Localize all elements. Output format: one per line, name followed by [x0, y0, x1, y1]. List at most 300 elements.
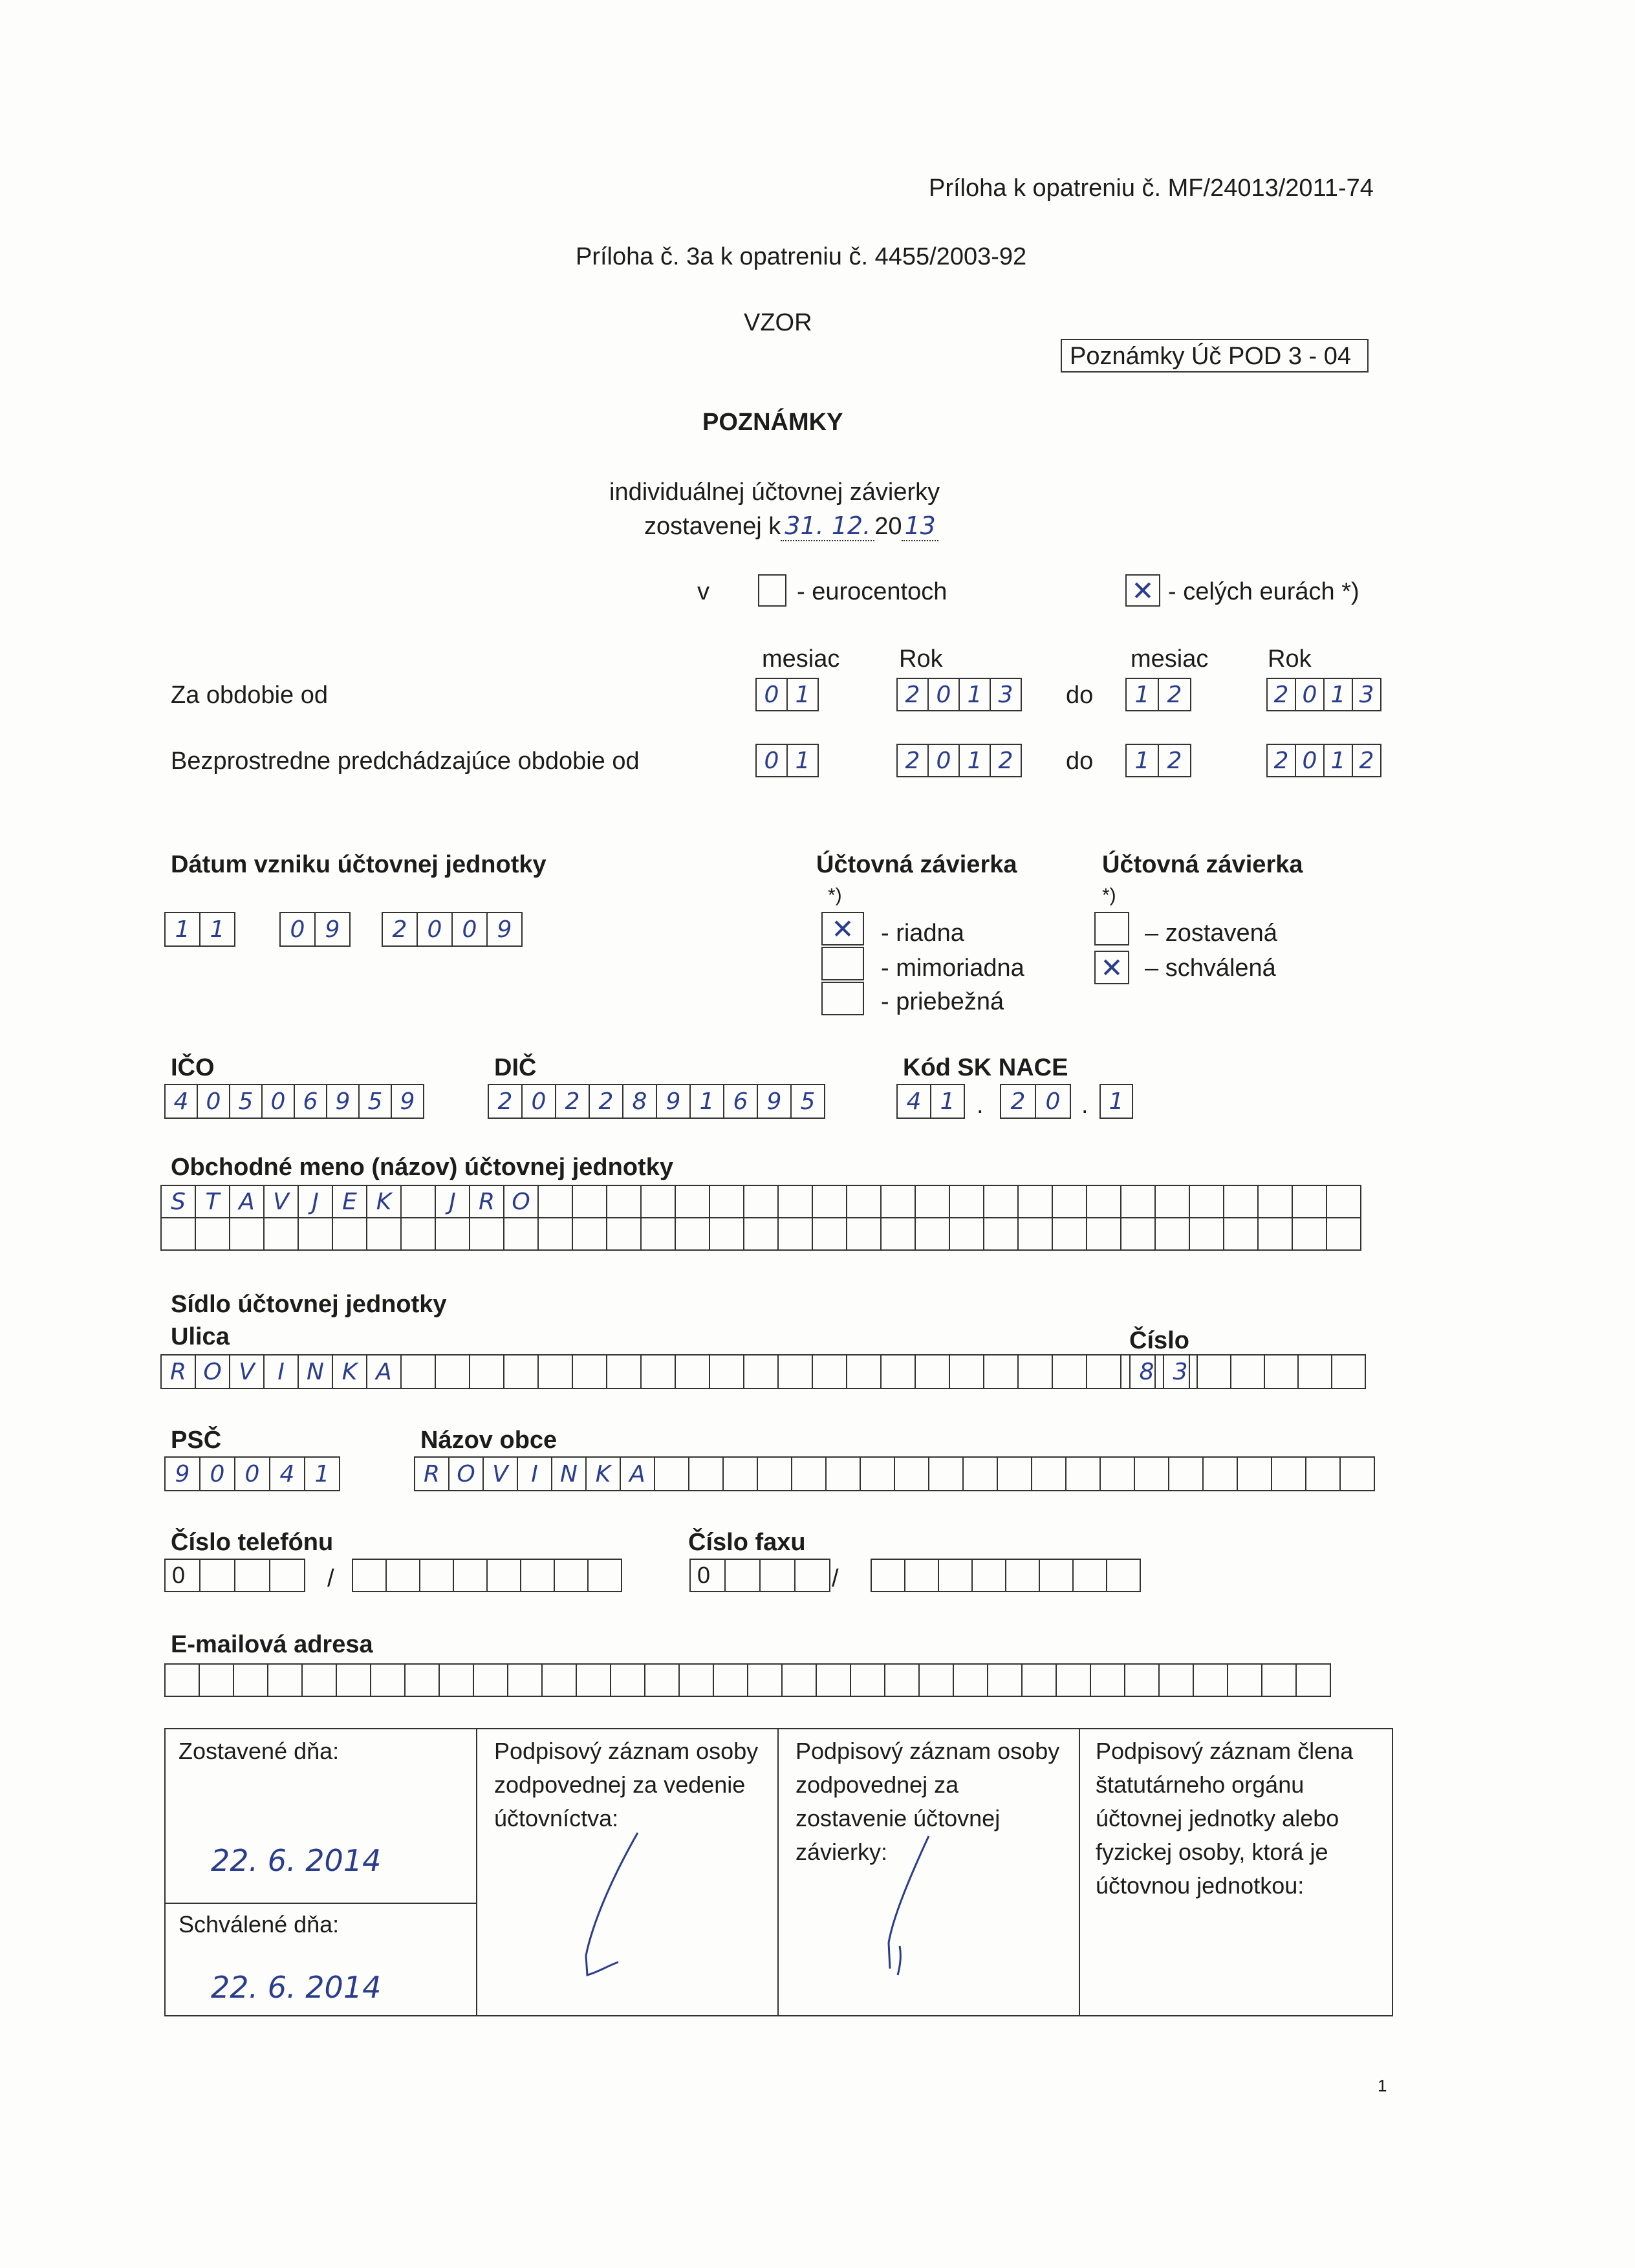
- cell[interactable]: [503, 1217, 539, 1251]
- cell[interactable]: [949, 1217, 984, 1251]
- cell[interactable]: [435, 1217, 470, 1251]
- cell[interactable]: [640, 1217, 676, 1251]
- cell[interactable]: [1072, 1559, 1107, 1592]
- cell[interactable]: 9: [486, 912, 523, 947]
- cell[interactable]: [850, 1663, 885, 1697]
- cell[interactable]: [777, 1217, 813, 1251]
- cell[interactable]: [400, 1185, 436, 1218]
- cell[interactable]: 0: [1035, 1084, 1071, 1119]
- cell[interactable]: 1: [786, 678, 819, 711]
- cell[interactable]: [1120, 1185, 1156, 1218]
- cell[interactable]: [195, 1217, 230, 1251]
- cell[interactable]: 6: [723, 1084, 758, 1119]
- cell[interactable]: [541, 1663, 577, 1697]
- cell[interactable]: [1189, 1217, 1224, 1251]
- cell[interactable]: J: [298, 1185, 333, 1218]
- col-month-label-2: mesiac: [1131, 645, 1209, 673]
- cell[interactable]: [1154, 1185, 1190, 1218]
- cell[interactable]: 1: [1125, 678, 1159, 711]
- previous-from-year[interactable]: [896, 744, 1022, 777]
- cell[interactable]: 1: [1099, 1084, 1133, 1119]
- cell[interactable]: I: [517, 1456, 552, 1491]
- cell[interactable]: 5: [229, 1084, 263, 1119]
- eurocents-checkbox[interactable]: [758, 574, 786, 607]
- cell[interactable]: 0: [755, 744, 788, 777]
- cell[interactable]: [1017, 1217, 1053, 1251]
- cell[interactable]: [860, 1456, 895, 1491]
- cell[interactable]: [1106, 1559, 1141, 1592]
- cell[interactable]: [904, 1559, 939, 1592]
- cell[interactable]: 2: [1158, 744, 1191, 777]
- cell[interactable]: [267, 1663, 303, 1697]
- cell[interactable]: [537, 1217, 573, 1251]
- cell[interactable]: [1158, 1663, 1194, 1697]
- seat-label: Sídlo účtovnej jednotky: [171, 1291, 447, 1318]
- cell[interactable]: T: [195, 1185, 230, 1218]
- cell[interactable]: [880, 1185, 916, 1218]
- current-to-month[interactable]: [1125, 678, 1191, 711]
- cell[interactable]: 3: [1163, 1354, 1198, 1389]
- cell[interactable]: [587, 1559, 622, 1592]
- cell[interactable]: 9: [326, 1084, 360, 1119]
- cell[interactable]: [352, 1559, 387, 1592]
- col-month-label: mesiac: [762, 645, 840, 673]
- founding-day[interactable]: [164, 912, 235, 947]
- cell[interactable]: [1086, 1217, 1121, 1251]
- cell[interactable]: [987, 1663, 1023, 1697]
- phone-prefix-field[interactable]: [164, 1559, 305, 1592]
- cell[interactable]: [606, 1185, 642, 1218]
- cell[interactable]: [678, 1663, 714, 1697]
- nace-part-b[interactable]: [1000, 1084, 1071, 1119]
- cell[interactable]: [1086, 1354, 1121, 1389]
- nace-part-c[interactable]: [1099, 1084, 1133, 1119]
- cell[interactable]: [298, 1217, 333, 1251]
- company-name-row1[interactable]: [160, 1185, 1361, 1218]
- cell[interactable]: 9: [164, 1456, 200, 1491]
- cell[interactable]: A: [620, 1456, 655, 1491]
- cell[interactable]: 3: [990, 678, 1022, 711]
- cell[interactable]: [606, 1217, 642, 1251]
- previous-to-month[interactable]: [1125, 744, 1191, 777]
- current-to-year[interactable]: [1266, 678, 1381, 711]
- cell[interactable]: 2: [488, 1084, 523, 1119]
- previous-from-month[interactable]: [755, 744, 819, 777]
- cell[interactable]: [1326, 1185, 1361, 1218]
- cell[interactable]: [507, 1663, 543, 1697]
- cell[interactable]: 0: [451, 912, 488, 947]
- cell[interactable]: [675, 1354, 710, 1389]
- cell[interactable]: O: [503, 1185, 539, 1218]
- nace-part-a[interactable]: [896, 1084, 965, 1119]
- cell[interactable]: [846, 1354, 882, 1389]
- cell[interactable]: 2: [1000, 1084, 1036, 1119]
- cell[interactable]: [1099, 1456, 1135, 1491]
- cell[interactable]: [400, 1354, 436, 1389]
- cell[interactable]: [1052, 1354, 1087, 1389]
- cell[interactable]: [846, 1185, 882, 1218]
- cell[interactable]: K: [366, 1185, 402, 1218]
- cell[interactable]: 1: [1125, 744, 1159, 777]
- cell[interactable]: [366, 1217, 402, 1251]
- cell[interactable]: 8: [1129, 1354, 1164, 1389]
- cell[interactable]: [1292, 1217, 1327, 1251]
- cell[interactable]: [675, 1217, 710, 1251]
- cell[interactable]: N: [298, 1354, 333, 1389]
- current-from-year[interactable]: [896, 678, 1022, 711]
- cell[interactable]: [949, 1185, 984, 1218]
- cell[interactable]: 0: [234, 1456, 270, 1491]
- company-name-row2[interactable]: [160, 1217, 1361, 1251]
- cell[interactable]: [915, 1185, 950, 1218]
- cell[interactable]: K: [332, 1354, 367, 1389]
- cell[interactable]: [938, 1559, 973, 1592]
- cell[interactable]: [812, 1185, 847, 1218]
- cell[interactable]: 0: [279, 912, 316, 947]
- cell[interactable]: [234, 1559, 270, 1592]
- fax-slash: /: [832, 1565, 839, 1592]
- cell[interactable]: [777, 1185, 813, 1218]
- current-period-label: Za obdobie od: [171, 682, 328, 709]
- cell[interactable]: [743, 1354, 779, 1389]
- cell[interactable]: [1090, 1663, 1125, 1697]
- cell[interactable]: [949, 1354, 984, 1389]
- signature-table: [164, 1728, 1393, 2016]
- cell[interactable]: [229, 1217, 265, 1251]
- cell[interactable]: O: [448, 1456, 484, 1491]
- cell[interactable]: [520, 1559, 555, 1592]
- cell[interactable]: [1193, 1663, 1228, 1697]
- cell[interactable]: [781, 1663, 817, 1697]
- cell[interactable]: [404, 1663, 440, 1697]
- cell[interactable]: 0: [927, 744, 960, 777]
- psc-label: PSČ: [171, 1427, 222, 1454]
- cell[interactable]: [640, 1185, 676, 1218]
- schvalena-checkbox[interactable]: ✕: [1094, 951, 1129, 984]
- cell[interactable]: [1271, 1456, 1306, 1491]
- psc-field[interactable]: [164, 1456, 340, 1491]
- cell[interactable]: [871, 1559, 905, 1592]
- number-field[interactable]: [1129, 1354, 1366, 1389]
- cell[interactable]: [576, 1663, 611, 1697]
- cell[interactable]: [880, 1354, 916, 1389]
- cell[interactable]: [709, 1217, 744, 1251]
- cell[interactable]: 0: [164, 1559, 200, 1592]
- cell[interactable]: [1202, 1456, 1238, 1491]
- cell[interactable]: [1005, 1559, 1040, 1592]
- cell[interactable]: 4: [164, 1084, 198, 1119]
- cell[interactable]: R: [469, 1185, 504, 1218]
- cell[interactable]: [816, 1663, 851, 1697]
- cell[interactable]: [709, 1354, 744, 1389]
- cell[interactable]: [610, 1663, 645, 1697]
- cell[interactable]: I: [263, 1354, 299, 1389]
- founding-year[interactable]: [382, 912, 523, 947]
- cell[interactable]: 1: [786, 744, 819, 777]
- zostavena-checkbox[interactable]: [1094, 912, 1129, 945]
- cell[interactable]: [439, 1663, 474, 1697]
- cell[interactable]: [812, 1217, 847, 1251]
- cell[interactable]: 1: [1323, 678, 1353, 711]
- dic-field[interactable]: [488, 1084, 825, 1119]
- cell[interactable]: 6: [294, 1084, 327, 1119]
- nace-label: Kód SK NACE: [903, 1054, 1068, 1081]
- cell[interactable]: [1065, 1456, 1101, 1491]
- cell[interactable]: 0: [1295, 678, 1325, 711]
- cell[interactable]: [1052, 1185, 1087, 1218]
- cell[interactable]: [572, 1354, 607, 1389]
- cell[interactable]: [606, 1354, 642, 1389]
- cell[interactable]: 9: [314, 912, 351, 947]
- cell[interactable]: [962, 1456, 998, 1491]
- cell[interactable]: 2: [555, 1084, 590, 1119]
- mimoriadna-checkbox[interactable]: [821, 947, 864, 980]
- cell[interactable]: [757, 1456, 792, 1491]
- cell[interactable]: [486, 1559, 521, 1592]
- col-year-label-2: Rok: [1268, 645, 1312, 673]
- subtitle-line1: individuálnej účtovnej závierky: [609, 479, 940, 506]
- cell[interactable]: 0: [417, 912, 453, 947]
- cell[interactable]: [1223, 1185, 1259, 1218]
- cell[interactable]: [1264, 1354, 1299, 1389]
- cell[interactable]: [1227, 1663, 1262, 1697]
- cell[interactable]: [537, 1354, 573, 1389]
- cell[interactable]: 5: [358, 1084, 392, 1119]
- cell[interactable]: N: [551, 1456, 587, 1491]
- ico-field[interactable]: [164, 1084, 424, 1119]
- cell[interactable]: [1339, 1456, 1375, 1491]
- cell[interactable]: [983, 1185, 1019, 1218]
- cell[interactable]: 0: [1295, 744, 1325, 777]
- cell[interactable]: 2: [1352, 744, 1381, 777]
- cell[interactable]: 0: [197, 1084, 230, 1119]
- cell[interactable]: [1154, 1217, 1190, 1251]
- cell[interactable]: [1039, 1559, 1074, 1592]
- city-field[interactable]: [414, 1456, 1375, 1491]
- cell[interactable]: [1196, 1354, 1231, 1389]
- cell[interactable]: [263, 1217, 299, 1251]
- cell[interactable]: 2: [1266, 744, 1296, 777]
- cell[interactable]: [724, 1559, 761, 1592]
- fax-prefix-field[interactable]: [689, 1559, 830, 1592]
- cell[interactable]: [1223, 1217, 1259, 1251]
- cell[interactable]: [884, 1663, 920, 1697]
- cell[interactable]: [233, 1663, 268, 1697]
- cell[interactable]: 2: [1266, 678, 1296, 711]
- cell[interactable]: [1292, 1185, 1327, 1218]
- cell[interactable]: 1: [1323, 744, 1353, 777]
- cell[interactable]: 2: [990, 744, 1022, 777]
- cell[interactable]: 4: [896, 1084, 931, 1119]
- email-field[interactable]: [164, 1663, 1331, 1697]
- cell[interactable]: [385, 1559, 420, 1592]
- cell[interactable]: [469, 1354, 504, 1389]
- cell[interactable]: [469, 1217, 504, 1251]
- cell[interactable]: 0: [261, 1084, 295, 1119]
- street-field[interactable]: [160, 1354, 1190, 1389]
- priebezna-checkbox[interactable]: [821, 982, 864, 1015]
- cell[interactable]: [644, 1663, 680, 1697]
- cell[interactable]: 1: [689, 1084, 724, 1119]
- cell[interactable]: [709, 1185, 744, 1218]
- cell[interactable]: [915, 1217, 950, 1251]
- cell[interactable]: [199, 1663, 234, 1697]
- cell[interactable]: 8: [622, 1084, 657, 1119]
- cell[interactable]: [160, 1217, 196, 1251]
- cell[interactable]: V: [263, 1185, 299, 1218]
- cell[interactable]: 5: [790, 1084, 825, 1119]
- cell[interactable]: [473, 1663, 508, 1697]
- cell[interactable]: 2: [1158, 678, 1191, 711]
- cell[interactable]: K: [585, 1456, 621, 1491]
- cell[interactable]: [572, 1185, 607, 1218]
- cell[interactable]: 1: [164, 912, 200, 947]
- cell[interactable]: [675, 1185, 710, 1218]
- cell[interactable]: [1134, 1456, 1169, 1491]
- cell[interactable]: [915, 1354, 950, 1389]
- cell[interactable]: [928, 1456, 964, 1491]
- cell[interactable]: [269, 1559, 305, 1592]
- cell[interactable]: [1189, 1185, 1224, 1218]
- cell[interactable]: [983, 1217, 1019, 1251]
- cell[interactable]: [791, 1456, 827, 1491]
- cell[interactable]: [983, 1354, 1019, 1389]
- cell[interactable]: [1056, 1663, 1091, 1697]
- phone-number-field[interactable]: [352, 1559, 622, 1592]
- cell[interactable]: 3: [1352, 678, 1381, 711]
- cell[interactable]: 0: [927, 678, 960, 711]
- fax-number-field[interactable]: [871, 1559, 1141, 1592]
- cell[interactable]: [759, 1559, 796, 1592]
- cell[interactable]: [199, 1559, 235, 1592]
- cell[interactable]: [880, 1217, 916, 1251]
- cell[interactable]: [1257, 1217, 1293, 1251]
- closing-type-label: Účtovná závierka: [816, 851, 1017, 878]
- cell[interactable]: 1: [958, 678, 991, 711]
- cell[interactable]: [1230, 1354, 1265, 1389]
- cell[interactable]: [640, 1354, 676, 1389]
- cell[interactable]: [688, 1456, 724, 1491]
- cell[interactable]: [336, 1663, 371, 1697]
- cell[interactable]: [164, 1663, 200, 1697]
- cell[interactable]: [503, 1354, 539, 1389]
- cell[interactable]: [654, 1456, 689, 1491]
- cell[interactable]: [713, 1663, 748, 1697]
- cell[interactable]: 1: [958, 744, 991, 777]
- cell[interactable]: [537, 1185, 573, 1218]
- cell[interactable]: S: [160, 1185, 196, 1218]
- cell[interactable]: [1295, 1663, 1331, 1697]
- cell[interactable]: [825, 1456, 861, 1491]
- cell[interactable]: [846, 1217, 882, 1251]
- current-from-month[interactable]: [755, 678, 819, 711]
- cell[interactable]: A: [366, 1354, 402, 1389]
- cell[interactable]: [1257, 1185, 1293, 1218]
- cell[interactable]: 1: [199, 912, 235, 947]
- cell[interactable]: [400, 1217, 436, 1251]
- cell[interactable]: [743, 1185, 779, 1218]
- cell[interactable]: 1: [304, 1456, 340, 1491]
- cell[interactable]: [777, 1354, 813, 1389]
- cell[interactable]: [1052, 1217, 1087, 1251]
- cell[interactable]: R: [160, 1354, 196, 1389]
- cell[interactable]: [1120, 1217, 1156, 1251]
- cell[interactable]: 9: [656, 1084, 691, 1119]
- cell[interactable]: [1261, 1663, 1297, 1697]
- cell[interactable]: [1017, 1185, 1053, 1218]
- cell[interactable]: A: [229, 1185, 265, 1218]
- cell[interactable]: V: [482, 1456, 518, 1491]
- cell[interactable]: [1168, 1456, 1204, 1491]
- cell[interactable]: [453, 1559, 488, 1592]
- form-code-box: [1061, 339, 1369, 373]
- previous-to-year[interactable]: [1266, 744, 1381, 777]
- cell[interactable]: 0: [199, 1456, 235, 1491]
- cell[interactable]: [1297, 1354, 1332, 1389]
- cell[interactable]: [554, 1559, 589, 1592]
- cell[interactable]: R: [414, 1456, 449, 1491]
- cell[interactable]: [1031, 1456, 1067, 1491]
- cell[interactable]: [918, 1663, 954, 1697]
- cell[interactable]: [370, 1663, 406, 1697]
- cell[interactable]: O: [195, 1354, 230, 1389]
- cell[interactable]: [971, 1559, 1006, 1592]
- cell[interactable]: [572, 1217, 607, 1251]
- cell[interactable]: [747, 1663, 783, 1697]
- cell[interactable]: 0: [521, 1084, 556, 1119]
- cell[interactable]: [1326, 1217, 1361, 1251]
- cell[interactable]: [1086, 1185, 1121, 1218]
- cell[interactable]: 9: [757, 1084, 792, 1119]
- cell[interactable]: [1331, 1354, 1366, 1389]
- cell[interactable]: [1017, 1354, 1053, 1389]
- cell[interactable]: [435, 1354, 470, 1389]
- cell[interactable]: 2: [589, 1084, 623, 1119]
- cell[interactable]: 2: [896, 744, 929, 777]
- euros-checkbox[interactable]: ✕: [1125, 574, 1160, 607]
- cell[interactable]: 1: [930, 1084, 965, 1119]
- cell[interactable]: 0: [689, 1559, 726, 1592]
- cell[interactable]: 2: [896, 678, 929, 711]
- cell[interactable]: 0: [755, 678, 788, 711]
- cell[interactable]: [894, 1456, 929, 1491]
- cell[interactable]: [1305, 1456, 1341, 1491]
- cell[interactable]: [1124, 1663, 1160, 1697]
- cell[interactable]: [301, 1663, 337, 1697]
- cell[interactable]: J: [435, 1185, 470, 1218]
- cell[interactable]: 2: [382, 912, 418, 947]
- cell[interactable]: [812, 1354, 847, 1389]
- cell[interactable]: [743, 1217, 779, 1251]
- cell[interactable]: [332, 1217, 367, 1251]
- col-year-label: Rok: [899, 645, 943, 673]
- cell[interactable]: [953, 1663, 988, 1697]
- cell[interactable]: [1237, 1456, 1272, 1491]
- riadna-checkbox[interactable]: ✕: [821, 912, 864, 945]
- street-label: Ulica: [171, 1323, 230, 1350]
- cell[interactable]: [722, 1456, 758, 1491]
- nace-dot: .: [977, 1092, 984, 1119]
- cell[interactable]: V: [229, 1354, 265, 1389]
- cell[interactable]: 9: [391, 1084, 424, 1119]
- cell[interactable]: [997, 1456, 1032, 1491]
- cell[interactable]: [1021, 1663, 1057, 1697]
- cell[interactable]: [794, 1559, 830, 1592]
- cell[interactable]: E: [332, 1185, 367, 1218]
- cell[interactable]: 4: [269, 1456, 305, 1491]
- founding-month[interactable]: [279, 912, 351, 947]
- cell[interactable]: [419, 1559, 454, 1592]
